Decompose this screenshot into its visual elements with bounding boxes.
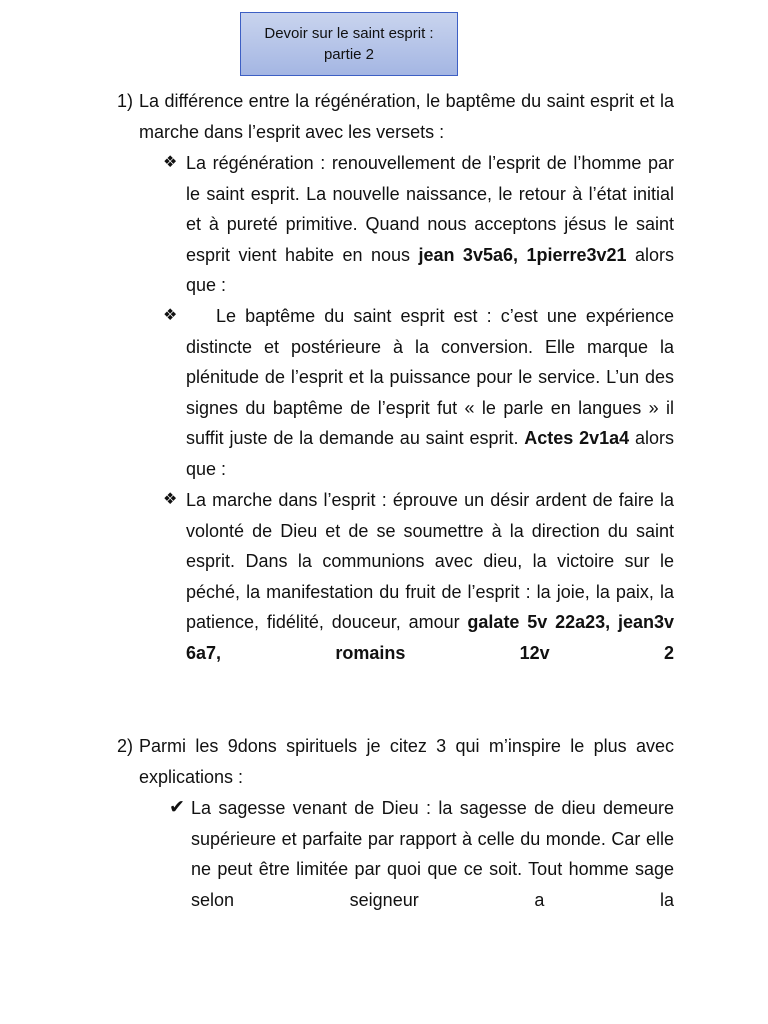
answer-wisdom <box>191 793 674 915</box>
question-1-text <box>139 86 674 147</box>
answer-baptism-verses: Actes 2v1a4 <box>524 428 630 448</box>
question-2-text <box>139 731 674 792</box>
title-line-1: Devoir sur le saint esprit : <box>264 25 434 42</box>
answer-walk-text: La marche dans l’esprit : éprouve un désir ardent de faire la volonté de Dieu et de se soumettre à la direction du saint esprit. Dans la communions avec dieu, la victoire sur le péché, la manifestation du fruit de l’esprit : la joie, la paix, la patience, fidélité, douceur, amour <box>186 490 674 632</box>
answer-wisdom-text: La sagesse venant de Dieu : la sagesse de dieu demeure supérieure et parfaite par rapport à celle du monde. Car elle ne peut être limitée par quoi que ce soit. Tout homme sage selon seigneur a la <box>191 798 674 910</box>
answer-regeneration-text: La régénération : renouvellement de l’esprit de l’homme par le saint esprit. La nouvelle naissance, le retour à l’état initial et à pureté primitive. Quand nous acceptons jésus le saint esprit vient habite en nous <box>186 153 674 265</box>
answer-regeneration-verses: jean 3v5a6, 1pierre3v21 <box>418 244 627 265</box>
diamond-bullet-icon: ❖ <box>163 307 178 324</box>
question-2-label: Parmi les 9dons spirituels je citez 3 qui m’inspire le plus avec explications : <box>139 736 674 787</box>
answer-regeneration-tail: alors que : <box>186 244 675 295</box>
question-2-number: 2) <box>117 736 134 756</box>
diamond-bullet-icon: ❖ <box>163 491 178 508</box>
answer-baptism-text: Le baptême du saint esprit est : c’est une expérience distincte et postérieure à la conversion. Elle marque la plénitude de l’esprit et la puissance pour le service. L’un des signes du baptême de l’esprit fut « le parle en langues » il suffit juste de la demande au saint esprit. <box>186 306 674 448</box>
title-line-2: partie 2 <box>323 46 375 63</box>
checkmark-bullet-icon: ✔ <box>169 797 185 818</box>
answer-baptism <box>186 301 674 484</box>
answer-baptism-tail: alors que : <box>186 428 674 479</box>
answer-walk-verses: galate 5v 22a23, jean3v 6a7, romains 12v 2 <box>186 612 674 663</box>
answer-walk-in-spirit <box>186 485 674 668</box>
diamond-bullet-icon: ❖ <box>163 154 178 171</box>
question-1-label: La différence entre la régénération, le baptême du saint esprit et la marche dans l’esprit avec les versets : <box>139 91 674 142</box>
answer-regeneration <box>186 148 674 301</box>
question-1-number: 1) <box>117 91 134 111</box>
title-box <box>240 12 458 76</box>
